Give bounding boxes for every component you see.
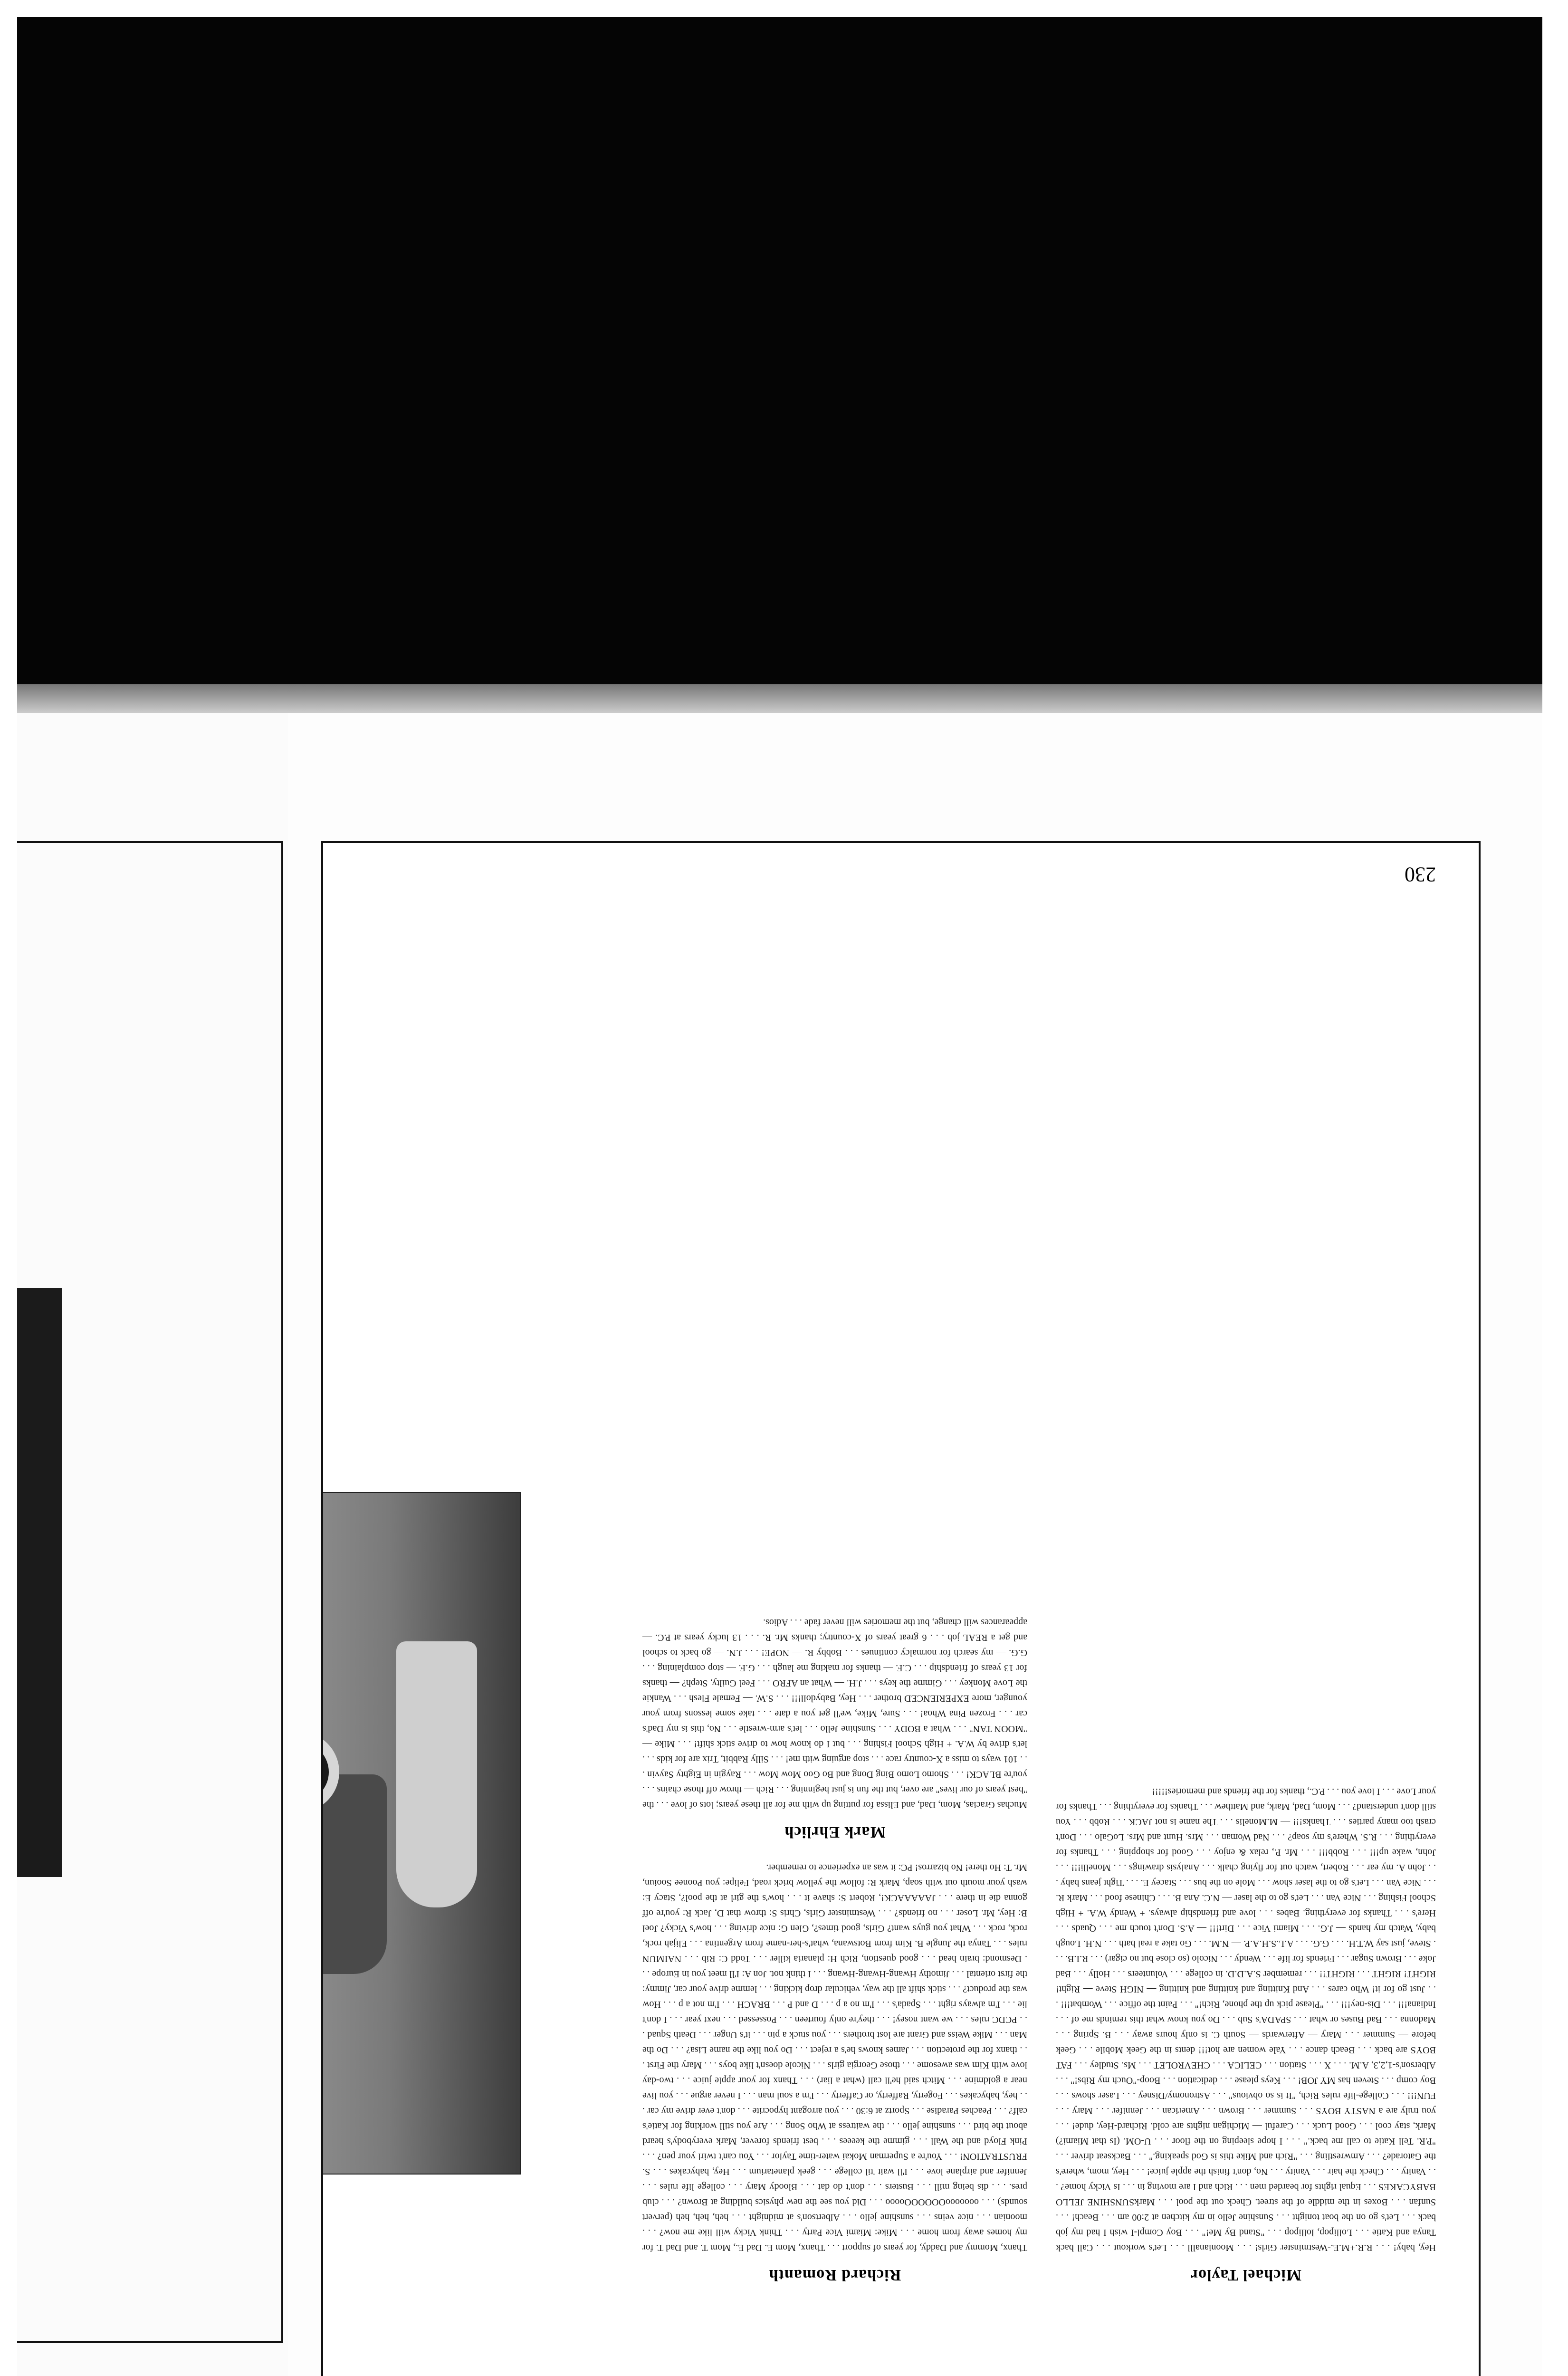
entry-name: Michael Taylor bbox=[1190, 2266, 1302, 2284]
senior-photo bbox=[321, 1492, 521, 2175]
entry-text: Hey, baby! . . . R.R.+M.E.-Westminster Girls! . . . Moonianalll . . . Let's workout . . . Call back Tanya and Katie . . . Lollipop, lollipop . . . "Stand By Me!" . . . Boy Compl-I wish I had my job back . . . Let's go on the boat tonight . . . Sunshine Jello in my kitchen at 2:00 am . . . Beach! . . . Sunfan . . . Boxes in the middle of the street. Check out the pool . . . MarkSUNSHINE JELLO BABYCAKES . . . Equal rights for bearded men . . . Rich and I are moving in . . . Is Vicky home? . . . Vanity . . . Check the hair . . . Vanity . . . No, don't finish the apple juice! . . . Hey, mom, where's the Gatorade? . . . Amwrestling . . . "Rich and Mike this is God speaking." . . . Backseat driver . . . "P.R. Tell Katie to call me back." . . . I hope sleeping on the floor . . . U-OM. (Is that Miami?) Mark, stay cool . . . Good Luck . . . Careful — Michigan nights are cold. Richard-Hey, dude! . . . you truly are a NASTY BOYS . . . Summer . . . Brown . . . American . . . Jennifer . . . Mary . . . FUN!!! . . . College-life rules Rich, "It is so obvious" . . . Astronomy/Disney . . . Laser shows . . . Boy comp . . . Steven has MY JOB! . . . Keys please . . . dedication . . . Boop-"Ouch my Ribs!" . . . Alberson's-1,2,3, A.M. . . . X . . . Station . . . CELICA . . . CHEVROLET . . . Ms. Studley . . . FAT BOYS are back . . . Beach dance . . . Yale women are hot!!! dents in the Geek Mobile . . . Geek before — Summer . . . Mary — Afterwards — South C. is only hours away . . . B. Spring . . . Madonna . . . Bad Buses or what . . . SPADA's Sub . . . Do you know what this reminds me of . . . Indiana!!! . . . Dis-ney!!! . . . "Please pick up the phone, Rich!" . . . Paint the office . . . Wombat!!! . . . Just go for it! Who cares . . . And Knitting and knitting and knitting — NIGH Steve — Right! RIGHT! RIGHT . . . RIGHT!! . . . remember S.A.D.D. in college . . . Volunteers . . . Holly . . . Bad Joke . . . Brown Sugar . . . Friends for life . . . Wendy . . . Nicolo (so close but no cigar) . . . R.I.B. . . . Steve, just say W.T.H. . . . G.G. . . . A.L.S.H.A.P. — N.M. . . . Go take a real bath . . . N.H. Lough baby, Watch my hands — J.G. . . . Miami Vice . . . Dirt!!! — A.S. Don't touch me . . . Quads . . . Here's . . . Thanks for everything. Babes . . . love and friendship always. + Wendy W.A. + High School Fishing . . . Nice Van . . . Let's go to the laser — N.C. Ana B. . . . Chinese food . . . Mark R. . . . Nice Van . . . Let's go to the laser show . . . Mole on the bus . . . Stacey E. . . . Tight jeans baby . . . John A. my ear . . . Robert, watch out for flying chalk . . . Analysis drawings . . . Monelli!!! . . . John, wake up!!! . . . Robb!!! . . . Mr. P., relax & enjoy . . . Good for shopping . . . Thanks for everything . . . R.S. Where's my soap? . . . Nad Woman . . . Mrs. Hunt and Mrs. LoGalo . . . Don't crash too many parties . . . Thanks!!! — M.Monelis . . . The name is not JACK . . . Robb . . . You still don't understand? . . . Mom, Dad, Mark, and Matthew . . . Thanks for everything . . . Thanks for your Love . . . I love you . . . P.C., thanks for the friends and memories!!!!! bbox=[1056, 1786, 1436, 2253]
entry-name: Richard Romanth bbox=[768, 2266, 901, 2284]
left-page bbox=[17, 713, 292, 2376]
scan-background bbox=[17, 17, 1542, 701]
page-number: 230 bbox=[1405, 863, 1436, 886]
entry-mark-ehrlich bbox=[642, 1615, 1027, 1841]
entry-richard-romanth bbox=[642, 1860, 1027, 2284]
rotated-page-content bbox=[323, 843, 1479, 2376]
entry-name: Mark Ehrlich bbox=[784, 1823, 886, 1841]
right-page bbox=[288, 713, 1542, 2376]
entry-text: Thanx, Mommy and Daddy, for years of support . . . Thanx, Mom E. Dad E., Mom T. and Dad T. for my homes away from home . . . Mike: Miami Vice Party . . . Think Vicky will like me now? . . . moonian . . . nice veins . . . sunshine jello . . . Albertson's at midnight . . . heh, heh, heh (pervert sounds) . . . oooooooOOOOOOoooo . . . Did you see the new physics building at Brown? . . . club pres. . . . dis being mill . . . Busters . . . don't do dat . . . Bloody Mary . . . college life rules . . . Jennifer and airplane love . . . I'll wait 'til college . . . geek planetarium . . . Hey, babycakes . . . S. FRUSTRATION! . . . You're a Superman Mokai water-time Taylor . . . You can't twirl your pen? . . . Pink Floyd and the Wall . . . gimme the keeees . . . best friends forever, Mark everybody's heard about the bird . . . sunshine jello . . . the waitress at Who Song . . . Are you still working for Katie's calf? . . . Peaches Paradise . . . Sportz at 6:30 . . . you arrogant hypocrite . . . don't ever drive my car . . . hey, babycakes . . . Fogerty, Rafferty, or Cafferty . . . I'm a soul man . . . I never argue . . . you live near a goldmine . . . Mitch said he'll call (what a liar) . . . Thanx for your apple juice . . . two-day love with Kim was awesome . . . those Georgia girls . . . Nicole doesn't like boys . . . Mary the First . . . thanx for the protection . . . James knows he's a reject . . . Do you like the name Lisa? . . . Do the Man . . . Mike Weiss and Grant are lost brothers . . . you stuck a pin . . . it's Unger . . . Death Squad . . . PCDC rules . . . we want nosey! . . . they're only fourteen . . . Possessed . . . next year . . . I don't lie . . . I'm always right . . . Spada's . . . I'm no a p . . . D and P . . . BRACH . . . I'm not a p . . . How was the product? . . . stick shift all the way, vehicular drop kicking . . . lemme drive your car, Jimmy: the first oriental . . . Jimothy Hwang-Hwang-Hwang . . . I think not. Jon A: I'll meet you in Europe . . . Desmond: brain head . . . good question, Rich H: planaria killer . . . Todd C: Rib . . . NAIMUN rules . . . Tanya the Jungle B. Kim from Botswana, what's-her-name from Argentina . . . Elijah rock, rock, rock . . . What you guys want? Girls, good times?, Glen G: nice driving . . . how's Vicky? Joel B: Hey, Mr. Loser . . . no friends? . . . Westminster Girls, Chris S: throw that D, Jack R: you're off gonna die in there . . . JAAAAACK!, Robert S: shave it . . . how's the girl at the pool?, Stacy E: wash your mouth out with soap, Mark R: follow the yellow brick road, Felipe: you Poonee Sooiun, Mr. T: Ho there! No bizarros! PC: it was an experience to remember. bbox=[642, 1862, 1027, 2253]
entry-text: Muchas Gracias, Mom, Dad, and Elissa for putting up with me for all these years; lots of love . . . the "best years of our lives" are over, but the fun is just beginning . . . Rich — throw off those chains . . . you're BLACK! . . . Shomo Lomo Bing Dong and Bo Goo Mow Mow . . . Raygin in Eighty Sayvin . . . 101 ways to miss a X-country race . . . stop arguing with me! . . . Silly Rabbit, Trix are for kids . . . let's drive by W.A. + High School Fishing . . . but I do know how to drive stick shift! . . . Mike — "MOON TAN" . . . What a BODY . . . Sunshine Jello . . . let's arm-wrestle . . . No, this is my Dad's car . . . Frozen Pina Whoa! . . . Sure, Mike, we'll get you a date . . . take some lessons from your younger, more EXPERIENCED brother . . . Hey, Babydoll!!! . . . S.W. — Female Flesh . . . Wankie the Love Monkey . . . Gimme the keys . . . J.H. — What an AFRO . . . Feel Guilty, Steph? — thanks for 13 years of friendship . . . C.F. — thanks for making me laugh . . . G.F. — stop complaining . . . G.G. — my search for normalcy continues . . . Bobby R. — NOPE! . . . J.N. — go back to school and get a REAL job . . . 6 great years of X-country; thanks Mr. R. . . . 13 lucky years at P.C. — appearances will change, but the memories will never fade . . . Adios. bbox=[642, 1617, 1027, 1810]
photo-person-left bbox=[396, 1641, 477, 1907]
photo-car bbox=[321, 1774, 387, 1974]
left-page-bar bbox=[17, 1288, 62, 1877]
page-frame bbox=[321, 841, 1481, 2376]
entry-michael-taylor bbox=[1056, 1784, 1436, 2284]
column-left bbox=[1056, 1784, 1436, 2284]
column-right bbox=[642, 1615, 1027, 2284]
